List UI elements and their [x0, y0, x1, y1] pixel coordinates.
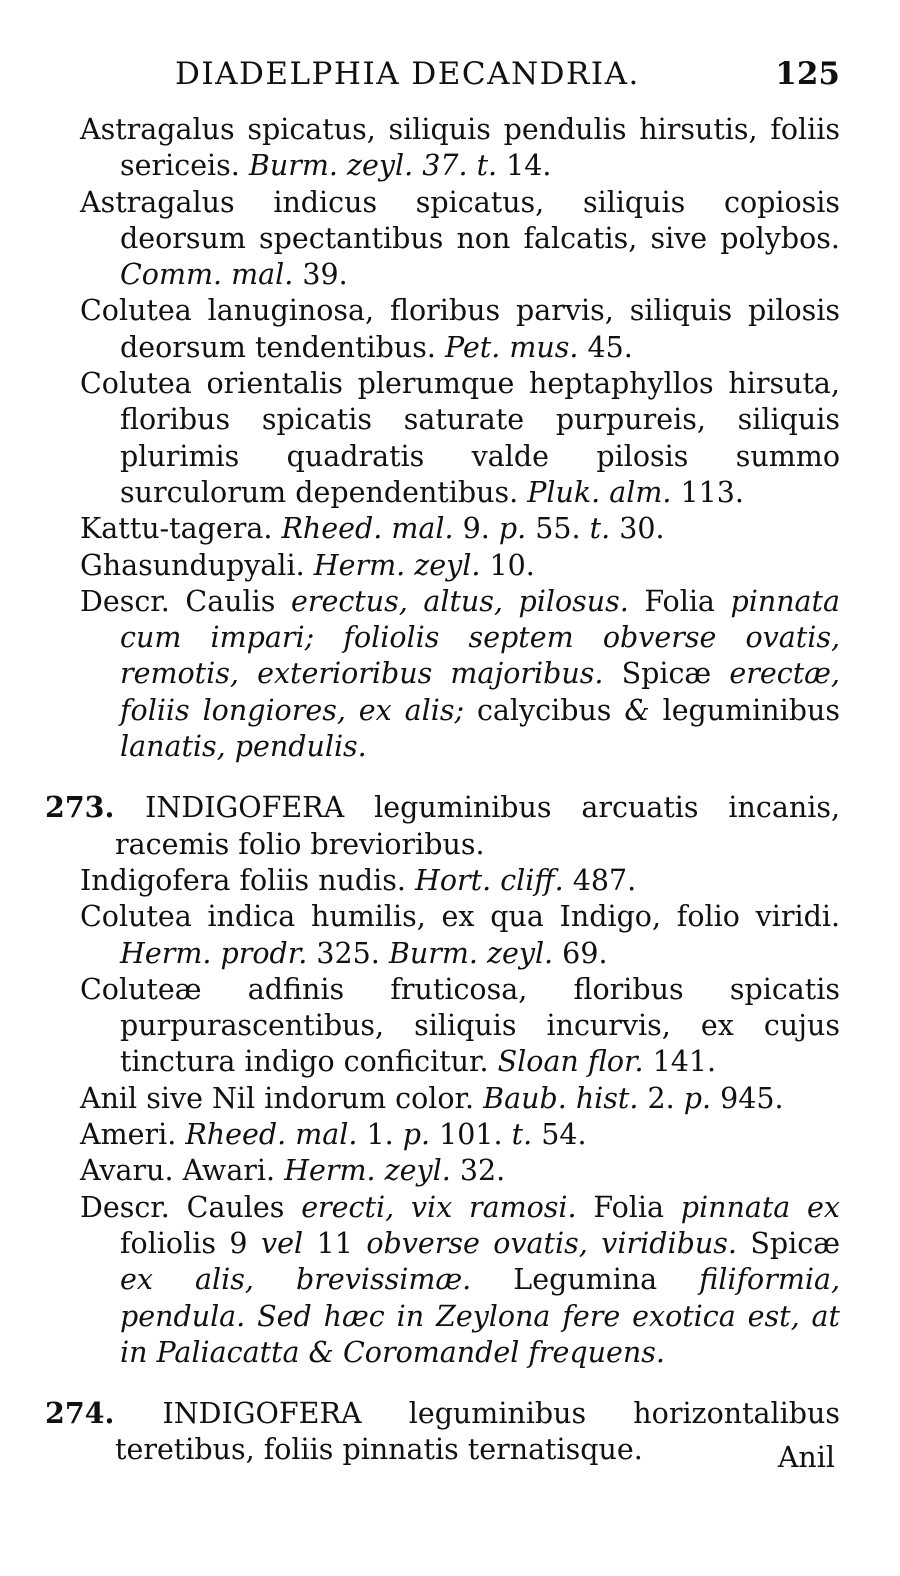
text-run: Legumina: [471, 1263, 700, 1297]
text-run: 325.: [307, 936, 389, 970]
text-run: calycibus: [464, 693, 625, 727]
italic-run: p.: [498, 512, 527, 546]
text-run: Anil sive Nil indorum color.: [80, 1081, 484, 1115]
italic-run: obverse ovatis, viridibus.: [366, 1226, 737, 1260]
text-run: leguminibus: [649, 693, 840, 727]
text-run: Folia: [576, 1190, 681, 1224]
synonym-paragraph: [0, 511, 900, 547]
synonym-paragraph: [0, 1117, 900, 1153]
text-run: Folia: [628, 584, 731, 618]
text-run: 45.: [578, 330, 633, 364]
italic-run: Herm. prodr.: [120, 936, 308, 970]
text-run: Spicæ: [736, 1226, 840, 1260]
italic-run: erecti, vix ramosi.: [301, 1190, 577, 1224]
text-run: 10.: [480, 548, 535, 582]
text-run: 55.: [526, 512, 590, 546]
synonym-paragraph: [0, 972, 900, 1081]
text-run: 11: [303, 1226, 367, 1260]
italic-run: Rheed. mal.: [281, 512, 454, 546]
text-run: Astragalus indicus spicatus, siliquis copiosis deorsum spectantibus non falcatis, sive polybos.: [80, 185, 840, 255]
text-run: Descr. Caulis: [80, 584, 291, 618]
species-entry-heading: [0, 1395, 900, 1469]
text-run: 2.: [638, 1081, 684, 1115]
text-run: Colutea orientalis plerumque heptaphyllos hirsuta, floribus spicatis saturate purpureis, siliquis plurimis quadratis valde pilosis summo surculorum dependentibus.: [80, 367, 840, 509]
page-header: [175, 50, 840, 96]
synonym-paragraph: [0, 1153, 900, 1189]
italic-run: t.: [589, 512, 611, 546]
text-run: 9.: [453, 512, 499, 546]
text-run: Avaru. Awari.: [80, 1154, 285, 1188]
italic-run: filiformia, pendula. Sed hæc in Zeylona fere exotica est, at in Paliacatta & Coromandel frequens.: [120, 1263, 841, 1369]
synonym-paragraph: [0, 366, 900, 511]
synonym-paragraph: [0, 293, 900, 366]
text-run: foliolis 9: [120, 1226, 262, 1260]
text-run: Kattu-tagera.: [80, 512, 282, 546]
page-number: 125: [775, 56, 840, 92]
italic-run: Hort. cliff.: [415, 863, 564, 897]
text-run: Astragalus spicatus, siliquis pendulis hirsutis, foliis sericeis.: [80, 113, 840, 183]
italic-run: &: [624, 693, 650, 727]
italic-run: t.: [511, 1118, 533, 1152]
italic-run: ex alis, brevissimæ.: [120, 1263, 472, 1297]
text-run: 54.: [532, 1118, 587, 1152]
italic-run: Pluk. alm.: [527, 475, 672, 509]
text-run: 14.: [497, 149, 552, 183]
italic-run: vel: [261, 1226, 304, 1260]
catchword: Anil: [777, 1441, 835, 1474]
text-run: 945.: [711, 1081, 784, 1115]
text-run: 141.: [643, 1045, 717, 1079]
synonym-paragraph: [0, 1190, 900, 1371]
text-run: Coluteæ adfinis fruticosa, floribus spicatis purpurascentibus, siliquis incurvis, ex cujus tinctura indigo conficitur.: [80, 972, 840, 1079]
text-run: Colutea indica humilis, ex qua Indigo, folio viridi.: [80, 900, 840, 934]
italic-run: pinnata ex: [680, 1190, 840, 1224]
synonym-paragraph: [0, 1081, 900, 1117]
synonym-paragraph: [0, 899, 900, 972]
text-run: 32.: [450, 1154, 506, 1188]
text-run: 101.: [430, 1118, 512, 1152]
text-run: 39.: [293, 258, 348, 292]
italic-run: erectæ, foliis longiores, ex alis;: [120, 657, 840, 727]
text-run: Colutea lanuginosa, floribus parvis, siliquis pilosis deorsum tendentibus.: [80, 294, 840, 364]
page-body: [0, 112, 900, 1469]
italic-run: lanatis, pendulis.: [120, 730, 367, 764]
text-run: Ameri.: [80, 1118, 186, 1152]
italic-run: Sloan flor.: [497, 1045, 644, 1079]
text-run: 1.: [357, 1118, 403, 1152]
text-run: INDIGOFERA leguminibus arcuatis incanis, racemis folio brevioribus.: [115, 791, 840, 861]
italic-run: p.: [683, 1081, 712, 1115]
synonym-paragraph: [0, 584, 900, 765]
italic-run: Burm. zeyl. 37. t.: [248, 149, 498, 183]
synonym-paragraph: [0, 548, 900, 584]
italic-run: erectus, altus, pilosus.: [290, 584, 629, 618]
italic-run: Pet. mus.: [445, 330, 579, 364]
text-run: Ghasundupyali.: [80, 548, 314, 582]
running-title: DIADELPHIA DECANDRIA.: [175, 56, 640, 92]
text-run: Indigofera foliis nudis.: [80, 863, 416, 897]
text-run: 69.: [553, 936, 608, 970]
species-entry-heading: [0, 789, 900, 863]
italic-run: Burm. zeyl.: [388, 936, 554, 970]
italic-run: Herm. zeyl.: [313, 548, 481, 582]
text-run: Descr. Caules: [80, 1190, 302, 1224]
text-run: INDIGOFERA leguminibus horizontalibus teretibus, foliis pinnatis ternatisque.: [115, 1397, 840, 1467]
synonym-paragraph: [0, 863, 900, 899]
italic-run: Rheed. mal.: [185, 1118, 358, 1152]
synonym-paragraph: [0, 185, 900, 294]
italic-run: Baub. hist.: [483, 1081, 639, 1115]
italic-run: pinnata cum impari; foliolis septem obverse ovatis, remotis, exterioribus majoribus.: [120, 584, 840, 691]
italic-run: Herm. zeyl.: [284, 1154, 451, 1188]
text-run: 113.: [671, 475, 744, 509]
species-number: 273.: [45, 790, 146, 825]
italic-run: Comm. mal.: [120, 258, 294, 292]
text-run: Spicæ: [603, 657, 730, 691]
species-number: 274.: [45, 1396, 163, 1431]
italic-run: p.: [402, 1118, 431, 1152]
text-run: 487.: [563, 863, 637, 897]
text-run: 30.: [610, 512, 665, 546]
synonym-paragraph: [0, 112, 900, 185]
